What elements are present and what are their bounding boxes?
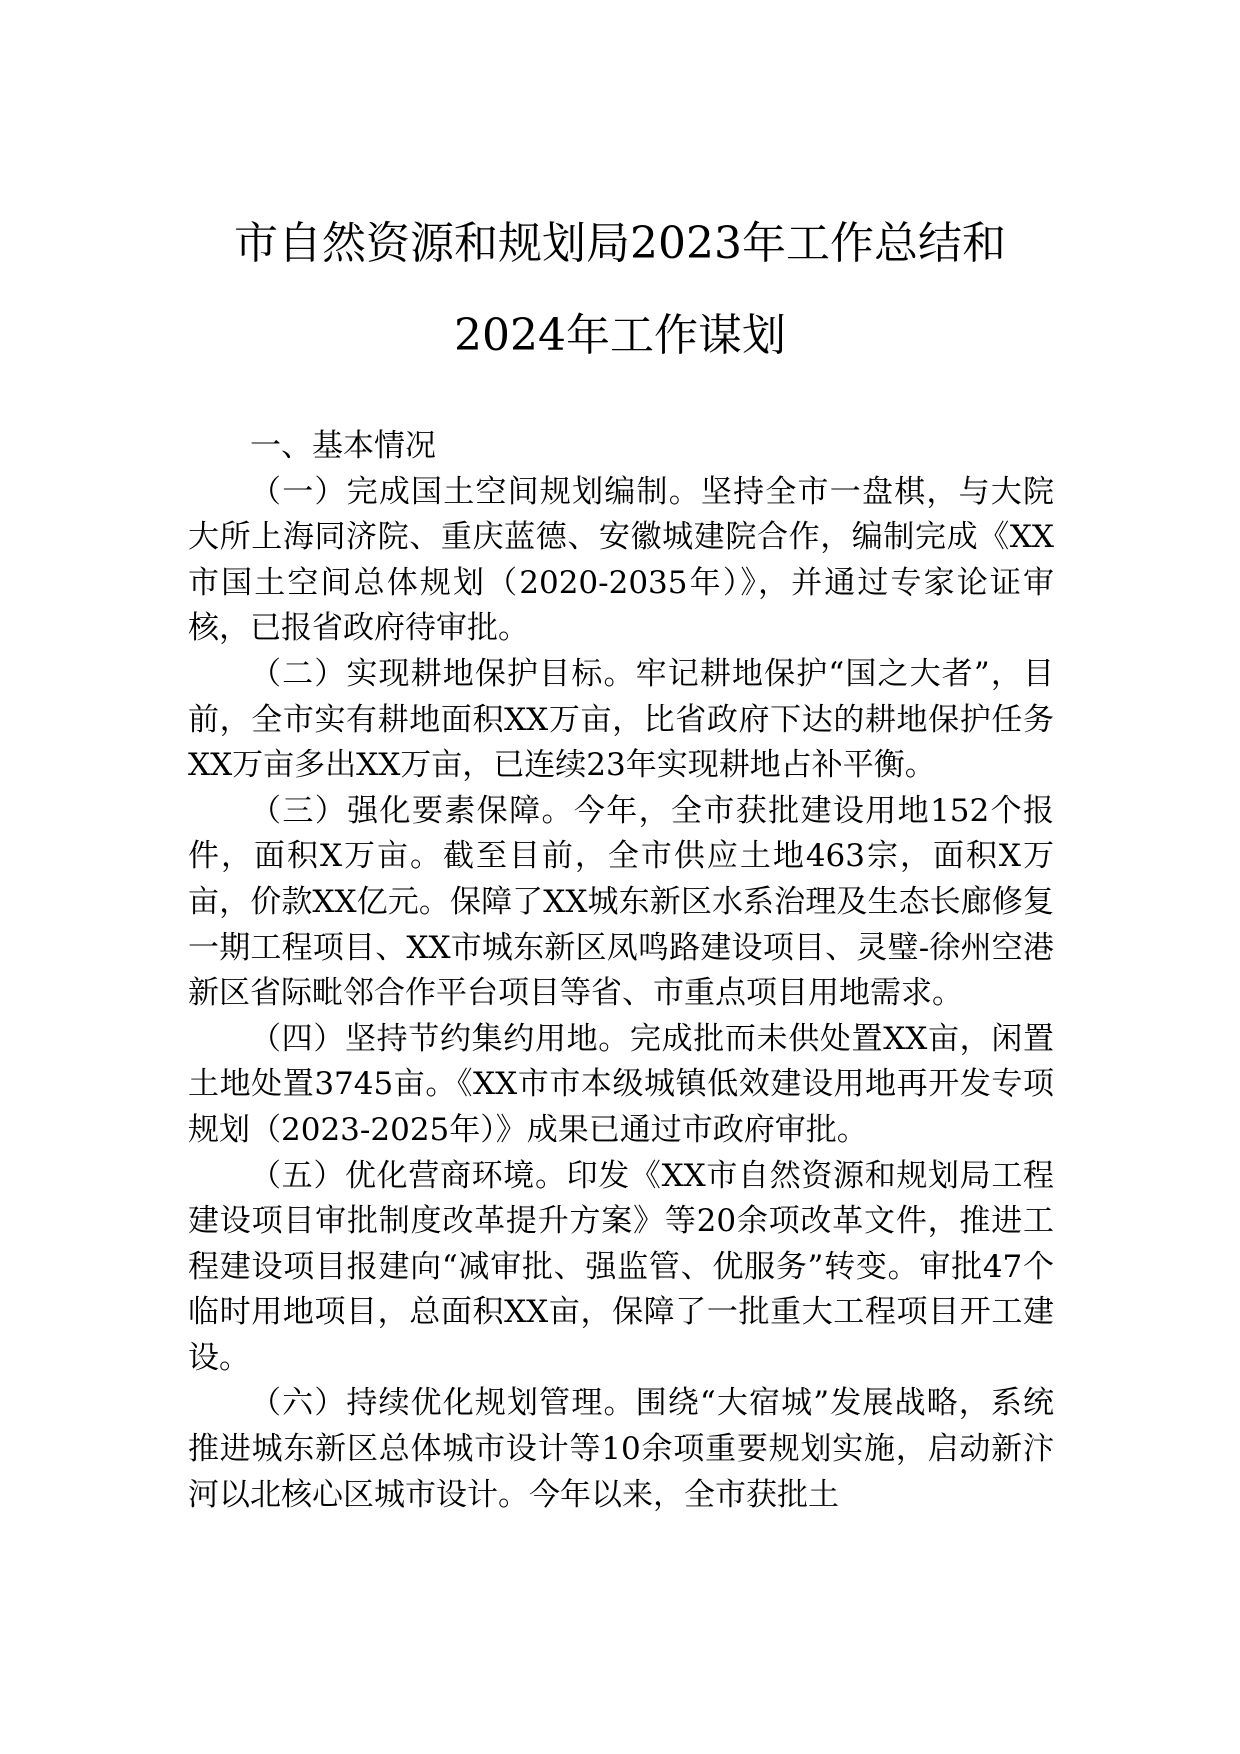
document-title-line-2: 2024年工作谋划 — [454, 310, 786, 361]
paragraph-4-land-use-efficiency: （四）坚持节约集约用地。完成批而未供处置XX亩，闲置土地处置3745亩。《XX市市本级城镇低效建设用地再开发专项规划（2023-2025年）》成果已通过市政府审批。 — [188, 1020, 1054, 1148]
paragraph-3-factor-guarantee: （三）强化要素保障。今年，全市获批建设用地152个报件，面积X万亩。截至目前，全市供应土地463宗，面积X万亩，价款XX亿元。保障了XX城东新区水系治理及生态长廊修复一期工程项目、XX市城东新区凤鸣路建设项目、灵璧-徐州空港新区省际毗邻合作平台项目等省、市重点项目用地需求。 — [188, 792, 1054, 1012]
document-body — [188, 424, 1054, 1518]
paragraph-5-business-environment: （五）优化营商环境。印发《XX市自然资源和规划局工程建设项目审批制度改革提升方案》等20余项改革文件，推进工程建设项目报建向“减审批、强监管、优服务”转变。审批47个临时用地项目，总面积XX亩，保障了一批重大工程项目开工建设。 — [188, 1157, 1054, 1376]
document-title-line-1: 市自然资源和规划局2023年工作总结和 — [234, 218, 1006, 269]
paragraph-2-farmland-protection: （二）实现耕地保护目标。牢记耕地保护“国之大者”，目前，全市实有耕地面积XX万亩，比省政府下达的耕地保护任务XX万亩多出XX万亩，已连续23年实现耕地占补平衡。 — [188, 655, 1054, 784]
paragraph-1-spatial-planning: （一）完成国土空间规划编制。坚持全市一盘棋，与大院大所上海同济院、重庆蓝德、安徽城建院合作，编制完成《XX市国土空间总体规划（2020-2035年）》，并通过专家论证审核，已报省政府待审批。 — [188, 473, 1054, 647]
paragraph-6-planning-management: （六）持续优化规划管理。围绕“大宿城”发展战略，系统推进城东新区总体城市设计等10余项重要规划实施，启动新汴河以北核心区城市设计。今年以来，全市获批土 — [188, 1385, 1054, 1513]
section-heading-basic-situation: 一、基本情况 — [250, 428, 436, 464]
